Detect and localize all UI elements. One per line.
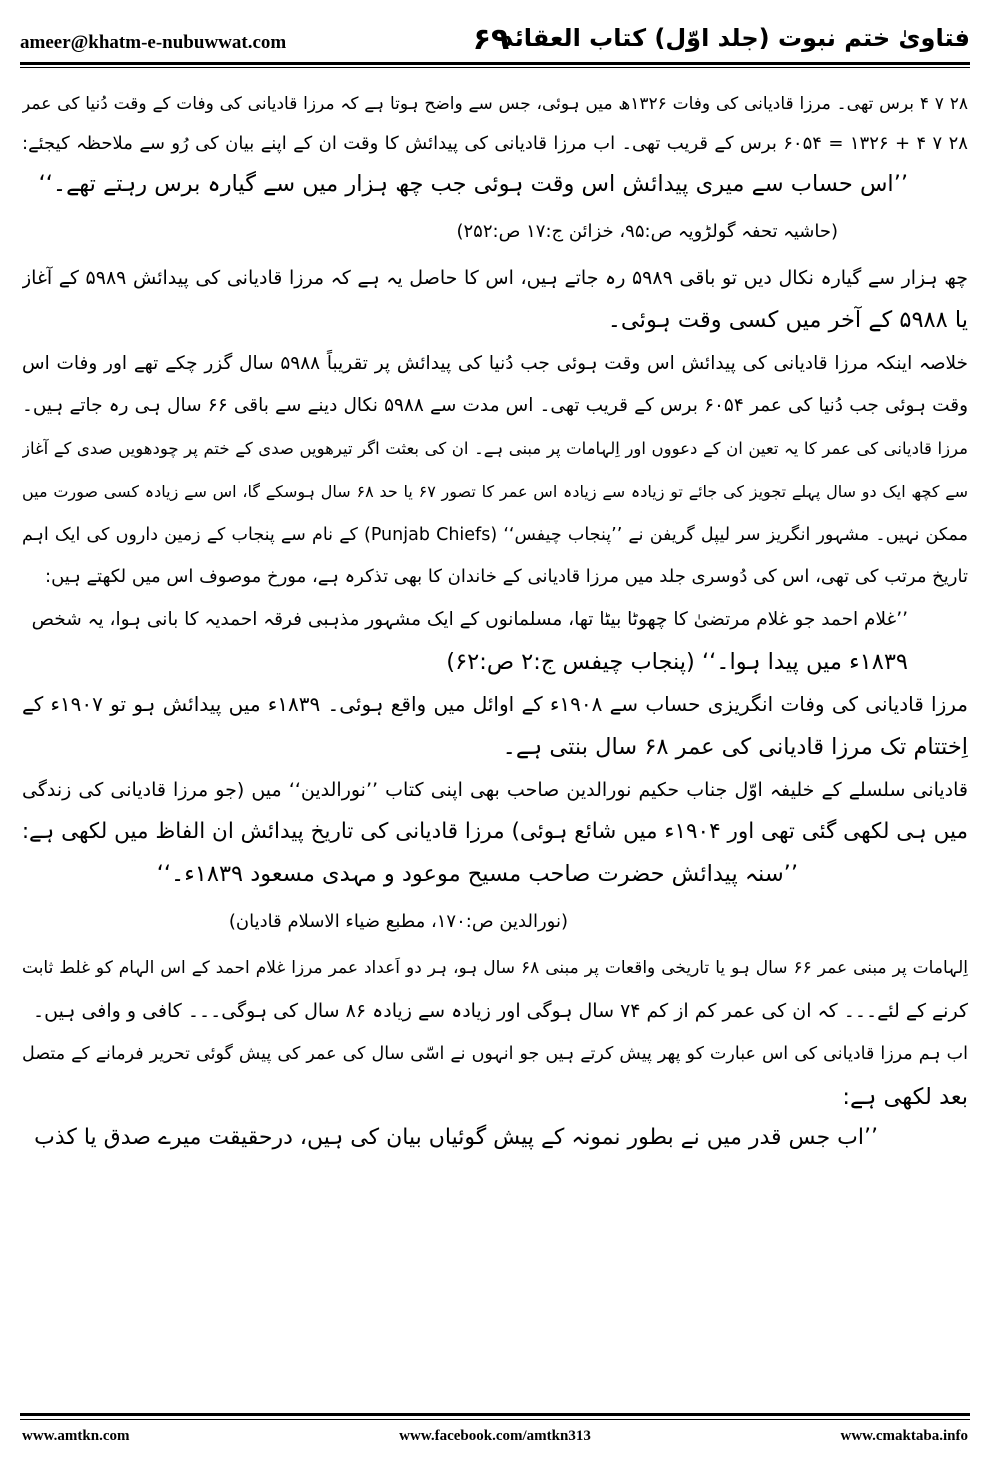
header-rule-thin xyxy=(20,67,970,68)
book-title: فتاویٰ ختم نبوت (جلد اوّل) کتاب العقائد xyxy=(500,24,970,52)
header-email[interactable]: ameer@khatm-e-nubuwwat.com xyxy=(20,32,287,53)
text-line: خلاصہ اینکہ مرزا قادیانی کی پیدائش اس وقت ہوئی جب دُنیا کی پیدائش پر تقریباً ۵۹۸۸ سال گزر چکے تھے اور وفات اس xyxy=(22,353,968,374)
quote-line: ۱۸۳۹ء میں پیدا ہوا۔‘‘ (پنجاب چیفس ج:۲ ص:۶۲) xyxy=(446,649,908,675)
text-line: چھ ہزار سے گیارہ نکال دیں تو باقی ۵۹۸۹ رہ جاتے ہیں، اس کا حاصل یہ ہے کہ مرزا قادیانی کی پیدائش ۵۹۸۹ کے آغاز xyxy=(22,267,968,289)
page-footer xyxy=(20,1428,970,1448)
footer-link-facebook[interactable]: www.facebook.com/amtkn313 xyxy=(399,1428,591,1444)
quote-line: ’’اب جس قدر میں نے بطور نمونہ کے پیش گوئیاں بیان کی ہیں، درحقیقت میرے صدق یا کذب xyxy=(34,1125,878,1150)
text-line: یا ۵۹۸۸ کے آخر میں کسی وقت ہوئی۔ xyxy=(607,307,968,333)
text-line: ۲۸ ۷ ۴ برس تھی۔ مرزا قادیانی کی وفات ۱۳۲۶ھ میں ہوئی، جس سے واضح ہوتا ہے کہ مرزا قادیانی کی وفات کے وقت دُنیا کی عمر xyxy=(22,94,968,114)
page-number: ۶۹ xyxy=(472,22,510,57)
text-line: بعد لکھی ہے: xyxy=(842,1084,968,1110)
text-line: ۲۸ ۷ ۴ + ۱۳۲۶ = ۶۰۵۴ برس کے قریب تھی۔ اب مرزا قادیانی کی پیدائش کا وقت ان کے اپنے بیان کی رُو سے ملاحظہ کیجئے: xyxy=(22,133,968,154)
text-line: مرزا قادیانی کی عمر کا یہ تعین ان کے دعووں اور اِلہامات پر مبنی ہے۔ ان کی بعثت اگر تیرھویں صدی کے ختم پر چودھویں صدی کے آغاز xyxy=(22,439,968,458)
footer-link-amtkn[interactable]: www.amtkn.com xyxy=(22,1428,130,1444)
page-header xyxy=(20,18,970,58)
text-line: کرنے کے لئے۔۔۔ کہ ان کی عمر کم از کم ۷۴ سال ہوگی اور زیادہ سے زیادہ ۸۶ سال کی ہوگی۔۔۔ کافی و وافی ہیں۔ xyxy=(32,1000,968,1022)
text-line: ممکن نہیں۔ مشہور انگریز سر لیپل گریفن نے ’’پنجاب چیفس‘‘ (Punjab Chiefs) کے نام سے پنجاب کے زمین داروں کی ایک اہم xyxy=(22,525,968,545)
text-line: اِلہامات پر مبنی عمر ۶۶ سال ہو یا تاریخی واقعات پر مبنی ۶۸ سال ہو، ہر دو اَعداد عمر مرزا غلام احمد کے اس الہام کو غلط ثابت xyxy=(22,958,968,978)
text-line: تاریخ مرتب کی تھی، اس کی دُوسری جلد میں مرزا قادیانی کے خاندان کا بھی تذکرہ ہے، مورخ موصوف اس میں لکھتے ہیں: xyxy=(45,566,968,587)
text-line: قادیانی سلسلے کے خلیفہ اوّل جناب حکیم نورالدین صاحب بھی اپنی کتاب ’’نورالدین‘‘ میں (جو مرزا قادیانی کی زندگی xyxy=(22,779,968,801)
quote-line: ’’اس حساب سے میری پیدائش اس وقت ہوئی جب چھ ہزار میں سے گیارہ برس رہتے تھے۔‘‘ xyxy=(38,171,908,197)
quote-line: ’’سنہ پیدائش حضرت صاحب مسیح موعود و مہدی مسعود ۱۸۳۹ء۔‘‘ xyxy=(156,861,798,887)
citation: (حاشیہ تحفہ گولڑویہ ص:۹۵، خزائن ج:۱۷ ص:۲۵۲) xyxy=(456,221,838,242)
text-line: وقت ہوئی جب دُنیا کی عمر ۶۰۵۴ برس کے قریب تھی۔ اس مدت سے ۵۹۸۸ نکال دینے سے باقی ۶۶ سال ہی رہ جاتے ہیں۔ xyxy=(22,395,968,416)
footer-link-cmaktaba[interactable]: www.cmaktaba.info xyxy=(840,1428,968,1444)
text-line: سے کچھ ایک دو سال پہلے تجویز کی جائے تو زیادہ سے زیادہ اس عمر کا تصور ۶۷ یا حد ۶۸ سال ہوسکے گا، اس سے زیادہ کسی صورت میں xyxy=(22,482,968,501)
quote-line: ’’غلام احمد جو غلام مرتضیٰ کا چھوٹا بیٹا تھا، مسلمانوں کے ایک مشہور مذہبی فرقہ احمدیہ کا بانی ہوا، یہ شخص xyxy=(31,609,908,630)
text-line: اب ہم مرزا قادیانی کی اس عبارت کو پھر پیش کرتے ہیں جو انہوں نے اسّی سال کی عمر کی پیش گوئی تحریر فرمانے کے متصل xyxy=(22,1044,968,1064)
footer-rule-thin xyxy=(20,1419,970,1420)
citation: (نورالدین ص:۱۷۰، مطبع ضیاء الاسلام قادیان) xyxy=(228,911,568,932)
text-line: مرزا قادیانی کی وفات انگریزی حساب سے ۱۹۰۸ء کے اوائل میں واقع ہوئی۔ ۱۸۳۹ء میں پیدائش ہو تو ۱۹۰۷ء کے xyxy=(22,692,968,716)
text-line: میں ہی لکھی گئی تھی اور ۱۹۰۴ء میں شائع ہوئی) مرزا قادیانی کی تاریخ پیدائش ان الفاظ میں لکھی ہے: xyxy=(22,819,968,844)
text-line: اِختتام تک مرزا قادیانی کی عمر ۶۸ سال بنتی ہے۔ xyxy=(502,734,968,760)
footer-rule xyxy=(20,1413,970,1416)
header-rule xyxy=(20,62,970,65)
